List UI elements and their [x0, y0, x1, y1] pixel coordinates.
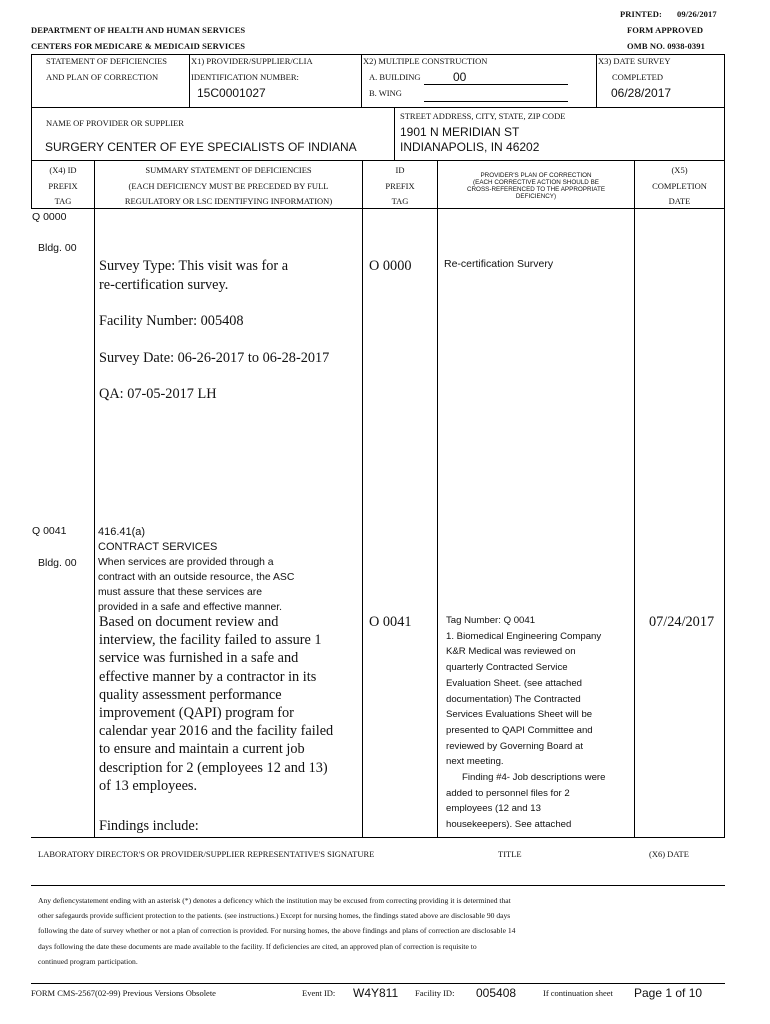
disclaimer-line: Any defiencystatement ending with an asterisk (*) denotes a deficency which the institution may be excused from correcting providing it is determined that — [38, 896, 511, 905]
rule — [31, 160, 725, 161]
rule — [437, 209, 438, 838]
rule — [362, 209, 363, 838]
poc-line: housekeepers). See attached — [446, 819, 572, 831]
rule — [31, 108, 32, 161]
entry2-findings-text — [99, 613, 333, 795]
entry1-qa: QA: 07-05-2017 LH — [99, 386, 217, 402]
page-number: Page 1 of 10 — [634, 986, 703, 1000]
finding-line: interview, the facility failed to assure 1 — [99, 632, 322, 649]
rule — [596, 54, 597, 108]
entry1-id-tag: O 0000 — [369, 258, 412, 274]
rule — [31, 983, 725, 984]
disclaimer-line: following the date of survey whether or not a plan of correction is provided. For nursing homes, the above findings and plans of correction are disclosable 14 — [38, 926, 516, 936]
provider-name: SURGERY CENTER OF EYE SPECIALISTS OF INDIANA — [45, 140, 357, 154]
regulation-line: CONTRACT SERVICES — [98, 541, 218, 553]
wing-underline — [424, 101, 568, 102]
entry1-text-line-2: re-certification survey. — [99, 277, 229, 293]
poc-header-1: PROVIDER'S PLAN OF CORRECTION — [480, 172, 592, 179]
x3-label-2: COMPLETED — [612, 72, 663, 82]
facility-id-label: Facility ID: — [415, 988, 455, 998]
finding-line: of 13 employees. — [99, 777, 198, 794]
disclaimer-line: days following the date these documents are made available to the facility. If deficiencies are cited, an approved plan of correction is requisite to — [38, 941, 477, 951]
wing-label: B. WING — [369, 88, 402, 98]
regulation-line: contract with an outside resource, the ASC — [98, 572, 295, 583]
rule — [394, 108, 395, 161]
address-label: STREET ADDRESS, CITY, STATE, ZIP CODE — [400, 111, 566, 121]
id-header-3: TAG — [391, 196, 409, 206]
finding-line: calendar year 2016 and the facility failed — [99, 723, 334, 740]
finding-line: effective manner by a contractor in its — [99, 668, 317, 685]
statement-label-2: AND PLAN OF CORRECTION — [46, 72, 159, 82]
x5-header-1: (X5) — [671, 165, 688, 175]
statement-label-1: STATEMENT OF DEFICIENCIES — [46, 56, 168, 66]
entry1-survey-date: Survey Date: 06-26-2017 to 06-28-2017 — [99, 350, 330, 366]
centers-name: CENTERS FOR MEDICARE & MEDICAID SERVICES — [31, 41, 246, 51]
regulation-line: must assure that these services are — [98, 587, 263, 598]
event-id-label: Event ID: — [302, 988, 336, 998]
printed-label: PRINTED: — [620, 9, 662, 19]
entry1-plan-of-correction: Re-certification Survery — [444, 258, 554, 270]
summary-header-3: REGULATORY OR LSC IDENTIFYING INFORMATION) — [124, 196, 333, 206]
poc-line: Services Evaluations Sheet will be — [446, 709, 593, 721]
continuation-label: If continuation sheet — [543, 988, 613, 998]
omb-number: OMB NO. 0938-0391 — [627, 41, 705, 51]
x6-date-label: (X6) DATE — [649, 849, 689, 859]
entry1-building: Bldg. 00 — [38, 242, 77, 254]
rule — [31, 208, 725, 209]
printed-date: 09/26/2017 — [677, 9, 717, 19]
rule — [724, 161, 725, 209]
x2-label: X2) MULTIPLE CONSTRUCTION — [363, 56, 488, 66]
regulation-line: provided in a safe and effective manner. — [98, 602, 283, 613]
entry2-tag: Q 0041 — [32, 525, 67, 537]
regulation-line: When services are provided through a — [98, 557, 274, 568]
id-header-2: PREFIX — [385, 181, 415, 191]
entry1-text-line-1: Survey Type: This visit was for a — [99, 258, 289, 274]
entry2-plan-of-correction — [446, 613, 605, 833]
rule — [31, 54, 725, 55]
x1-label-2: IDENTIFICATION NUMBER: — [191, 72, 299, 82]
entry2-regulation — [98, 525, 294, 615]
x4-header-2: PREFIX — [48, 181, 78, 191]
rule — [634, 209, 635, 838]
poc-header-3: CROSS-REFERENCED TO THE APPROPRIATE — [466, 186, 606, 193]
rule — [724, 209, 725, 838]
poc-line: presented to QAPI Committee and — [446, 724, 593, 736]
finding-line: to ensure and maintain a current job — [99, 741, 305, 758]
finding-line: description for 2 (employees 12 and 13) — [99, 759, 328, 776]
finding-line: Based on document review and — [99, 614, 279, 630]
department-name: DEPARTMENT OF HEALTH AND HUMAN SERVICES — [31, 25, 246, 35]
summary-header-2: (EACH DEFICIENCY MUST BE PRECEDED BY FULL — [128, 181, 329, 191]
title-label: TITLE — [498, 849, 522, 859]
rule — [31, 885, 725, 886]
disclaimer-line: continued program participation. — [38, 956, 138, 966]
entry2-building: Bldg. 00 — [38, 557, 77, 569]
poc-line: 1. Biomedical Engineering Company — [446, 630, 602, 642]
x5-header-2: COMPLETION — [652, 181, 707, 191]
form-approved: FORM APPROVED — [627, 25, 704, 35]
poc-line: documentation) The Contracted — [446, 693, 581, 705]
finding-line: service was furnished in a safe and — [99, 650, 299, 667]
rule — [31, 107, 725, 108]
poc-line: quarterly Contracted Service — [446, 662, 568, 674]
poc-header-2: (EACH CORRECTIVE ACTION SHOULD BE — [473, 179, 599, 186]
event-id-value: W4Y811 — [353, 986, 399, 1000]
rule — [724, 54, 725, 108]
address-line-1: 1901 N MERIDIAN ST — [400, 125, 520, 139]
provider-id-number: 15C0001027 — [197, 86, 266, 100]
address-line-2: INDIANAPOLIS, IN 46202 — [400, 140, 540, 154]
poc-header-4: DEFICIENCY) — [515, 193, 557, 200]
id-header-1: ID — [395, 165, 405, 175]
poc-line: Tag Number: Q 0041 — [446, 615, 536, 626]
poc-line: Finding #4- Job descriptions were — [446, 772, 606, 784]
poc-line: added to personnel files for 2 — [446, 787, 570, 799]
finding-line: improvement (QAPI) program for — [99, 705, 294, 722]
director-signature-label: LABORATORY DIRECTOR'S OR PROVIDER/SUPPLIER REPRESENTATIVE'S SIGNATURE — [38, 849, 375, 859]
rule — [94, 209, 95, 838]
building-label: A. BUILDING — [369, 72, 421, 82]
poc-line: reviewed by Governing Board at — [446, 740, 584, 752]
building-underline — [424, 84, 568, 85]
finding-line: quality assessment performance — [99, 686, 282, 703]
form-number: FORM CMS-2567(02-99) Previous Versions Obsolete — [31, 988, 216, 998]
rule — [31, 837, 725, 838]
entry1-facility-number: Facility Number: 005408 — [99, 313, 244, 329]
rule — [31, 54, 32, 108]
x1-label-1: X1) PROVIDER/SUPPLIER/CLIA — [191, 56, 313, 66]
entry2-findings-include: Findings include: — [99, 818, 199, 834]
x5-header-3: DATE — [668, 196, 691, 206]
rule — [189, 54, 190, 108]
provider-name-label: NAME OF PROVIDER OR SUPPLIER — [46, 118, 184, 128]
building-value: 00 — [453, 70, 467, 84]
entry2-completion-date: 07/24/2017 — [649, 614, 715, 630]
facility-id-value: 005408 — [476, 986, 517, 1000]
disclaimer — [38, 893, 515, 969]
poc-line: K&R Medical was reviewed on — [446, 646, 576, 658]
summary-header-1: SUMMARY STATEMENT OF DEFICIENCIES — [145, 165, 312, 175]
rule — [361, 54, 362, 108]
x4-header-3: TAG — [54, 196, 72, 206]
x4-header-1: (X4) ID — [49, 165, 77, 175]
regulation-line: 416.41(a) — [98, 526, 146, 538]
survey-completed-date: 06/28/2017 — [611, 86, 672, 100]
x3-label-1: X3) DATE SURVEY — [598, 56, 671, 66]
entry2-id-tag: O 0041 — [369, 614, 412, 630]
poc-line: Evaluation Sheet. (see attached — [446, 677, 583, 689]
entry1-tag: Q 0000 — [32, 211, 67, 223]
rule — [724, 108, 725, 161]
disclaimer-line: other safegaurds provide sufficient protection to the patients. (see instructions.) Except for nursing homes, the findings stated above are disclosable 90 days — [38, 911, 511, 921]
poc-line: next meeting. — [446, 756, 504, 768]
poc-line: employees (12 and 13 — [446, 803, 541, 815]
